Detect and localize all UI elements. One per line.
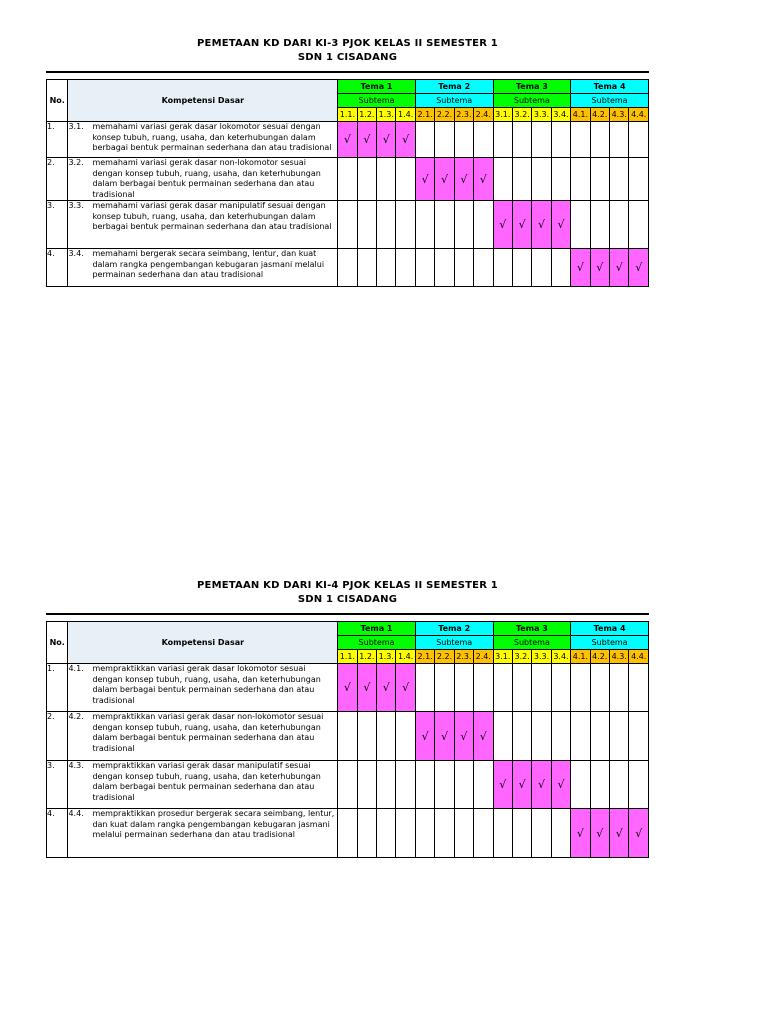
check-mark-cell: √ (415, 712, 434, 761)
empty-cell (610, 122, 629, 158)
header-subtema-number: 4.3. (610, 108, 629, 122)
table-row (47, 712, 649, 761)
ki3-mapping-sheet (46, 37, 649, 287)
check-mark-cell: √ (551, 761, 570, 809)
empty-cell (415, 664, 434, 712)
check-mark-cell: √ (396, 122, 415, 158)
row-number: 1. (47, 664, 68, 712)
empty-cell (551, 249, 570, 287)
empty-cell (357, 712, 376, 761)
empty-cell (474, 201, 493, 249)
check-mark-cell: √ (357, 664, 376, 712)
empty-cell (396, 158, 415, 201)
check-mark-cell: √ (474, 158, 493, 201)
empty-cell (415, 809, 434, 858)
kd-description: memahami variasi gerak dasar manipulatif sesuai dengan konsep tubuh, ruang, usaha, dan keterhubungan dalam berbagai bentuk permainan sederhana dan atau tradisional (92, 201, 332, 231)
school-name: SDN 1 CISADANG (297, 52, 398, 63)
header-subtema-number: 4.2. (590, 108, 609, 122)
empty-cell (512, 712, 531, 761)
header-tema-3: Tema 3 (493, 80, 571, 94)
header-no: No. (47, 80, 68, 122)
empty-cell (590, 122, 609, 158)
empty-cell (532, 122, 551, 158)
header-subtema-number: 3.1. (493, 650, 512, 664)
check-mark-cell: √ (357, 122, 376, 158)
empty-cell (532, 809, 551, 858)
sheet-title: PEMETAAN KD DARI KI-3 PJOK KELAS II SEMESTER 1 (197, 38, 498, 49)
empty-cell (532, 249, 551, 287)
header-subtema-number: 4.4. (629, 650, 649, 664)
empty-cell (512, 158, 531, 201)
table-row (47, 809, 649, 858)
empty-cell (435, 201, 454, 249)
empty-cell (629, 712, 649, 761)
empty-cell (338, 761, 357, 809)
row-number: 4. (47, 249, 68, 287)
empty-cell (590, 712, 609, 761)
header-subtema-2: Subtema (415, 636, 493, 650)
empty-cell (474, 809, 493, 858)
check-mark-cell: √ (377, 664, 396, 712)
table-row (47, 664, 649, 712)
empty-cell (512, 809, 531, 858)
empty-cell (357, 809, 376, 858)
kd-cell (68, 249, 338, 287)
school-name: SDN 1 CISADANG (297, 594, 398, 605)
empty-cell (474, 761, 493, 809)
header-subtema-number: 1.4. (396, 108, 415, 122)
header-subtema-number: 3.1. (493, 108, 512, 122)
empty-cell (377, 158, 396, 201)
header-subtema-4: Subtema (571, 636, 649, 650)
title-divider (46, 613, 649, 615)
empty-cell (493, 249, 512, 287)
empty-cell (435, 249, 454, 287)
empty-cell (629, 201, 649, 249)
empty-cell (454, 201, 473, 249)
header-tema-1: Tema 1 (338, 622, 416, 636)
check-mark-cell: √ (551, 201, 570, 249)
header-subtema-number: 4.1. (571, 650, 590, 664)
header-subtema-number: 4.4. (629, 108, 649, 122)
check-mark-cell: √ (454, 712, 473, 761)
empty-cell (493, 809, 512, 858)
kd-code: 3.1. (68, 122, 84, 131)
empty-cell (338, 249, 357, 287)
empty-cell (377, 249, 396, 287)
ki4-mapping-sheet (46, 579, 649, 858)
empty-cell (571, 122, 590, 158)
empty-cell (551, 122, 570, 158)
empty-cell (512, 664, 531, 712)
empty-cell (415, 249, 434, 287)
header-subtema-number: 1.1. (338, 650, 357, 664)
header-subtema-number: 4.1. (571, 108, 590, 122)
kd-description: memahami bergerak secara seimbang, lentur, dan kuat dalam rangka pengembangan kebugaran jasmani melalui permainan sederhana dan atau tradisional (92, 249, 325, 279)
empty-cell (396, 712, 415, 761)
header-tema-4: Tema 4 (571, 622, 649, 636)
kd-description: mempraktikkan variasi gerak dasar non-lokomotor sesuai dengan konsep tubuh, ruang, usaha, dan keterhubungan dalam berbagai bentuk permainan sederhana dan atau tradisional (92, 712, 324, 753)
kd-code: 4.2. (68, 712, 84, 721)
empty-cell (629, 122, 649, 158)
empty-cell (357, 249, 376, 287)
empty-cell (338, 158, 357, 201)
kd-code: 4.3. (68, 761, 84, 770)
header-tema-2: Tema 2 (415, 80, 493, 94)
header-subtema-number: 3.4. (551, 650, 570, 664)
table-row (47, 122, 649, 158)
empty-cell (454, 249, 473, 287)
header-subtema-number: 2.3. (454, 108, 473, 122)
sheet-title: PEMETAAN KD DARI KI-4 PJOK KELAS II SEMESTER 1 (197, 580, 498, 591)
empty-cell (338, 201, 357, 249)
kd-cell (68, 712, 338, 761)
check-mark-cell: √ (474, 712, 493, 761)
empty-cell (454, 761, 473, 809)
header-kompetensi-dasar: Kompetensi Dasar (68, 80, 338, 122)
check-mark-cell: √ (396, 664, 415, 712)
kd-cell (68, 122, 338, 158)
kd-cell (68, 158, 338, 201)
header-subtema-number: 3.2. (512, 650, 531, 664)
header-subtema-number: 4.3. (610, 650, 629, 664)
check-mark-cell: √ (493, 761, 512, 809)
kd-code: 3.4. (68, 249, 84, 258)
header-subtema-number: 1.3. (377, 108, 396, 122)
empty-cell (474, 122, 493, 158)
header-no: No. (47, 622, 68, 664)
check-mark-cell: √ (532, 201, 551, 249)
empty-cell (571, 712, 590, 761)
empty-cell (338, 712, 357, 761)
table-row (47, 249, 649, 287)
header-subtema-number: 3.3. (532, 108, 551, 122)
header-tema-3: Tema 3 (493, 622, 571, 636)
empty-cell (610, 158, 629, 201)
row-number: 1. (47, 122, 68, 158)
kd-code: 4.4. (68, 809, 84, 818)
kd-mapping-table (46, 621, 649, 858)
empty-cell (377, 809, 396, 858)
row-number: 3. (47, 201, 68, 249)
check-mark-cell: √ (435, 712, 454, 761)
kd-code: 3.3. (68, 201, 84, 210)
empty-cell (435, 761, 454, 809)
check-mark-cell: √ (610, 809, 629, 858)
header-subtema-number: 3.2. (512, 108, 531, 122)
check-mark-cell: √ (338, 664, 357, 712)
row-number: 4. (47, 809, 68, 858)
empty-cell (571, 201, 590, 249)
empty-cell (377, 712, 396, 761)
empty-cell (571, 158, 590, 201)
empty-cell (532, 158, 551, 201)
header-subtema-number: 4.2. (590, 650, 609, 664)
empty-cell (377, 761, 396, 809)
kd-cell (68, 664, 338, 712)
header-subtema-4: Subtema (571, 94, 649, 108)
header-subtema-number: 2.1. (415, 108, 434, 122)
empty-cell (396, 249, 415, 287)
header-subtema-number: 1.1. (338, 108, 357, 122)
empty-cell (610, 664, 629, 712)
empty-cell (512, 122, 531, 158)
title-divider (46, 71, 649, 73)
check-mark-cell: √ (590, 249, 609, 287)
empty-cell (357, 761, 376, 809)
header-tema-4: Tema 4 (571, 80, 649, 94)
empty-cell (590, 761, 609, 809)
check-mark-cell: √ (610, 249, 629, 287)
kd-description: mempraktikkan prosedur bergerak secara seimbang, lentur, dan kuat dalam rangka pengembangan kebugaran jasmani melalui permainan sederhana dan atau tradisional (92, 809, 335, 839)
empty-cell (551, 712, 570, 761)
header-subtema-number: 2.2. (435, 650, 454, 664)
empty-cell (590, 201, 609, 249)
header-subtema-3: Subtema (493, 636, 571, 650)
check-mark-cell: √ (415, 158, 434, 201)
empty-cell (357, 201, 376, 249)
header-subtema-3: Subtema (493, 94, 571, 108)
empty-cell (493, 712, 512, 761)
header-subtema-number: 2.3. (454, 650, 473, 664)
empty-cell (415, 201, 434, 249)
table-row (47, 158, 649, 201)
header-subtema-number: 1.2. (357, 650, 376, 664)
empty-cell (435, 664, 454, 712)
kd-cell (68, 201, 338, 249)
header-subtema-2: Subtema (415, 94, 493, 108)
empty-cell (610, 712, 629, 761)
row-number: 2. (47, 158, 68, 201)
empty-cell (629, 158, 649, 201)
kd-cell (68, 809, 338, 858)
check-mark-cell: √ (590, 809, 609, 858)
kd-mapping-table (46, 79, 649, 287)
empty-cell (532, 712, 551, 761)
empty-cell (396, 761, 415, 809)
empty-cell (571, 761, 590, 809)
empty-cell (493, 158, 512, 201)
empty-cell (551, 809, 570, 858)
empty-cell (551, 158, 570, 201)
header-tema-1: Tema 1 (338, 80, 416, 94)
empty-cell (415, 761, 434, 809)
header-subtema-number: 1.3. (377, 650, 396, 664)
header-subtema-1: Subtema (338, 94, 416, 108)
check-mark-cell: √ (571, 809, 590, 858)
header-tema-2: Tema 2 (415, 622, 493, 636)
empty-cell (357, 158, 376, 201)
check-mark-cell: √ (571, 249, 590, 287)
empty-cell (590, 158, 609, 201)
empty-cell (454, 664, 473, 712)
header-subtema-number: 3.3. (532, 650, 551, 664)
check-mark-cell: √ (629, 249, 649, 287)
empty-cell (493, 122, 512, 158)
empty-cell (551, 664, 570, 712)
check-mark-cell: √ (629, 809, 649, 858)
empty-cell (610, 761, 629, 809)
header-subtema-number: 1.2. (357, 108, 376, 122)
table-row (47, 761, 649, 809)
empty-cell (610, 201, 629, 249)
empty-cell (590, 664, 609, 712)
empty-cell (474, 664, 493, 712)
empty-cell (493, 664, 512, 712)
check-mark-cell: √ (338, 122, 357, 158)
empty-cell (377, 201, 396, 249)
empty-cell (454, 809, 473, 858)
kd-cell (68, 761, 338, 809)
header-subtema-number: 2.4. (474, 650, 493, 664)
empty-cell (571, 664, 590, 712)
empty-cell (629, 761, 649, 809)
header-subtema-number: 2.1. (415, 650, 434, 664)
empty-cell (474, 249, 493, 287)
table-row (47, 201, 649, 249)
header-subtema-number: 1.4. (396, 650, 415, 664)
check-mark-cell: √ (435, 158, 454, 201)
check-mark-cell: √ (512, 761, 531, 809)
check-mark-cell: √ (377, 122, 396, 158)
check-mark-cell: √ (454, 158, 473, 201)
kd-description: mempraktikkan variasi gerak dasar manipulatif sesuai dengan konsep tubuh, ruang, usaha, dan keterhubungan dalam berbagai bentuk permainan sederhana dan atau tradisional (92, 761, 321, 802)
empty-cell (454, 122, 473, 158)
check-mark-cell: √ (532, 761, 551, 809)
header-subtema-1: Subtema (338, 636, 416, 650)
check-mark-cell: √ (512, 201, 531, 249)
row-number: 3. (47, 761, 68, 809)
header-subtema-number: 2.2. (435, 108, 454, 122)
kd-code: 3.2. (68, 158, 84, 167)
empty-cell (396, 201, 415, 249)
empty-cell (532, 664, 551, 712)
empty-cell (338, 809, 357, 858)
row-number: 2. (47, 712, 68, 761)
empty-cell (435, 809, 454, 858)
kd-description: memahami variasi gerak dasar non-lokomotor sesuai dengan konsep tubuh, ruang, usaha, dan keterhubungan dalam berbagai bentuk permainan sederhana dan atau tradisional (92, 158, 321, 199)
kd-description: memahami variasi gerak dasar lokomotor sesuai dengan konsep tubuh, ruang, usaha, dan keterhubungan dalam berbagai bentuk permainan sederhana dan atau tradisional (92, 122, 332, 152)
check-mark-cell: √ (493, 201, 512, 249)
kd-description: mempraktikkan variasi gerak dasar lokomotor sesuai dengan konsep tubuh, ruang, usaha, dan keterhubungan dalam berbagai bentuk permainan sederhana dan atau tradisional (92, 664, 321, 705)
empty-cell (415, 122, 434, 158)
empty-cell (435, 122, 454, 158)
kd-code: 4.1. (68, 664, 84, 673)
empty-cell (396, 809, 415, 858)
header-subtema-number: 2.4. (474, 108, 493, 122)
empty-cell (629, 664, 649, 712)
header-subtema-number: 3.4. (551, 108, 570, 122)
empty-cell (512, 249, 531, 287)
header-kompetensi-dasar: Kompetensi Dasar (68, 622, 338, 664)
